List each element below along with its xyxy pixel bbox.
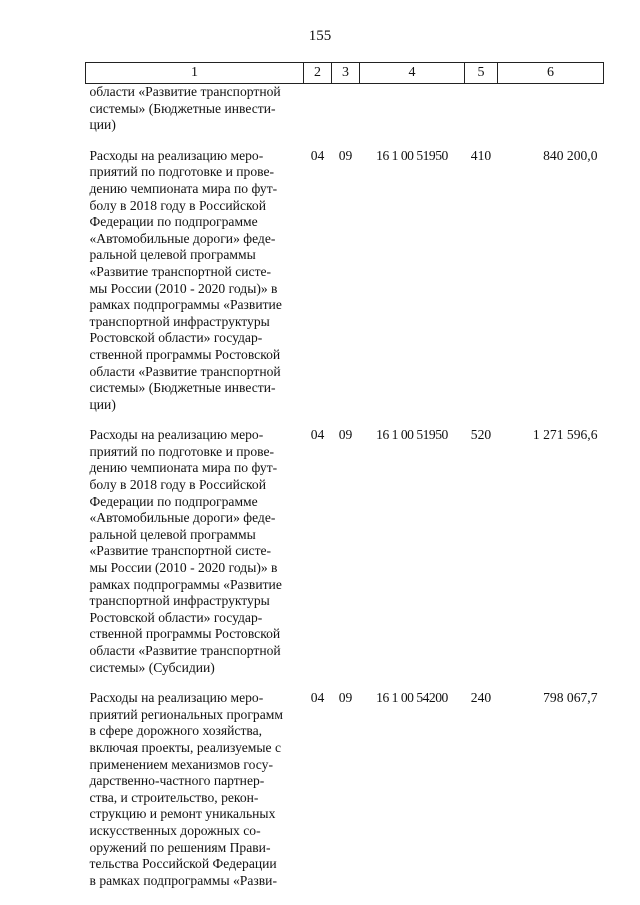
table-row [86,419,604,682]
description-line: Федерации по подпрограмме [89,493,258,509]
description-line: ства, и строительство, рекон- [89,789,259,805]
description-line: транспортной инфраструктуры [89,313,270,329]
header-col-1: 1 [86,63,304,84]
description-line: ции) [89,396,116,412]
description-line: ции) [89,117,116,133]
description-line: искусственных дорожных со- [89,822,261,838]
description-line: болу в 2018 году в Российской [89,197,266,213]
description-line: болу в 2018 году в Российской [89,477,266,493]
description-line: области «Развитие транспортной [89,363,281,379]
expense-type-code: 520 [470,427,492,443]
description-line: дению чемпионата мира по фут- [89,460,278,476]
description-line: рамках подпрограммы «Развитие [89,297,282,313]
description-cell [86,682,304,895]
header-col-2: 2 [304,63,332,84]
page-number: 155 [308,28,332,44]
description-line: системы» (Бюджетные инвести- [89,100,276,116]
description-line: ральной целевой программы [89,526,256,542]
amount-value: 1 271 596,6 [532,427,598,443]
description-line: приятий по подготовке и прове- [89,164,275,180]
table-row [86,140,604,420]
header-col-3: 3 [332,63,360,84]
description-line: Расходы на реализацию меро- [89,427,264,443]
description-line: транспортной инфраструктуры [89,593,270,609]
description-line: мы России (2010 - 2020 годы)» в [89,280,278,296]
description-line: области «Развитие транспортной [89,643,281,658]
budget-table [85,62,604,895]
description-line: приятий региональных программ [89,706,283,722]
table-header-row [86,63,604,84]
section-code: 04 [310,690,325,706]
subsection-code: 09 [338,147,353,163]
description-line: ственной программы Ростовской [89,346,281,362]
target-article-code: 16 1 00 51950 [376,147,448,163]
description-line: в рамках подпрограммы «Разви- [89,872,277,888]
description-line: Федерации по подпрограмме [89,214,258,230]
description-line: дарственно-частного партнер- [89,773,265,789]
header-col-5: 5 [465,63,498,84]
header-col-4: 4 [360,63,465,84]
amount-value: 798 067,7 [543,690,598,706]
description-line: Ростовской области» государ- [89,609,263,625]
description-line: «Развитие транспортной систе- [89,543,272,559]
description-line: Расходы на реализацию меро- [89,690,264,706]
section-code: 04 [310,427,325,443]
description-line: ственной программы Ростовской [89,626,281,642]
description-line: системы» (Субсидии) [89,659,215,675]
header-col-6: 6 [498,63,604,84]
subsection-code: 09 [338,690,353,706]
description-line: в сфере дорожного хозяйства, [89,723,263,739]
description-cell [86,140,304,420]
description-line: области «Развитие транспортной [89,84,281,99]
description-line: рамках подпрограммы «Развитие [89,576,282,592]
description-line: Ростовской области» государ- [89,330,263,346]
description-line: системы» (Бюджетные инвести- [89,380,276,396]
expense-type-code: 240 [470,690,492,706]
description-line: включая проекты, реализуемые с [89,739,281,755]
table-row-continuation [86,84,604,140]
description-line: оружений по решениям Прави- [89,839,271,855]
description-line: приятий по подготовке и прове- [89,443,275,459]
description-line: ральной целевой программы [89,247,256,263]
target-article-code: 16 1 00 54200 [376,690,448,706]
description-line: мы России (2010 - 2020 годы)» в [89,560,278,576]
section-code: 04 [310,147,325,163]
description-line: тельства Российской Федерации [89,856,277,872]
amount-value: 840 200,0 [543,147,598,163]
subsection-code: 09 [338,427,353,443]
description-cell [86,419,304,682]
description-line: «Автомобильные дороги» феде- [89,230,276,246]
description-line: «Автомобильные дороги» феде- [89,510,276,526]
description-line: «Развитие транспортной систе- [89,263,272,279]
description-line: применением механизмов госу- [89,756,273,772]
description-cell [86,84,304,140]
target-article-code: 16 1 00 51950 [376,427,448,443]
table-row [86,682,604,895]
description-line: струкцию и ремонт уникальных [89,806,276,822]
expense-type-code: 410 [470,147,492,163]
description-line: Расходы на реализацию меро- [89,147,264,163]
description-line: дению чемпионата мира по фут- [89,180,278,196]
